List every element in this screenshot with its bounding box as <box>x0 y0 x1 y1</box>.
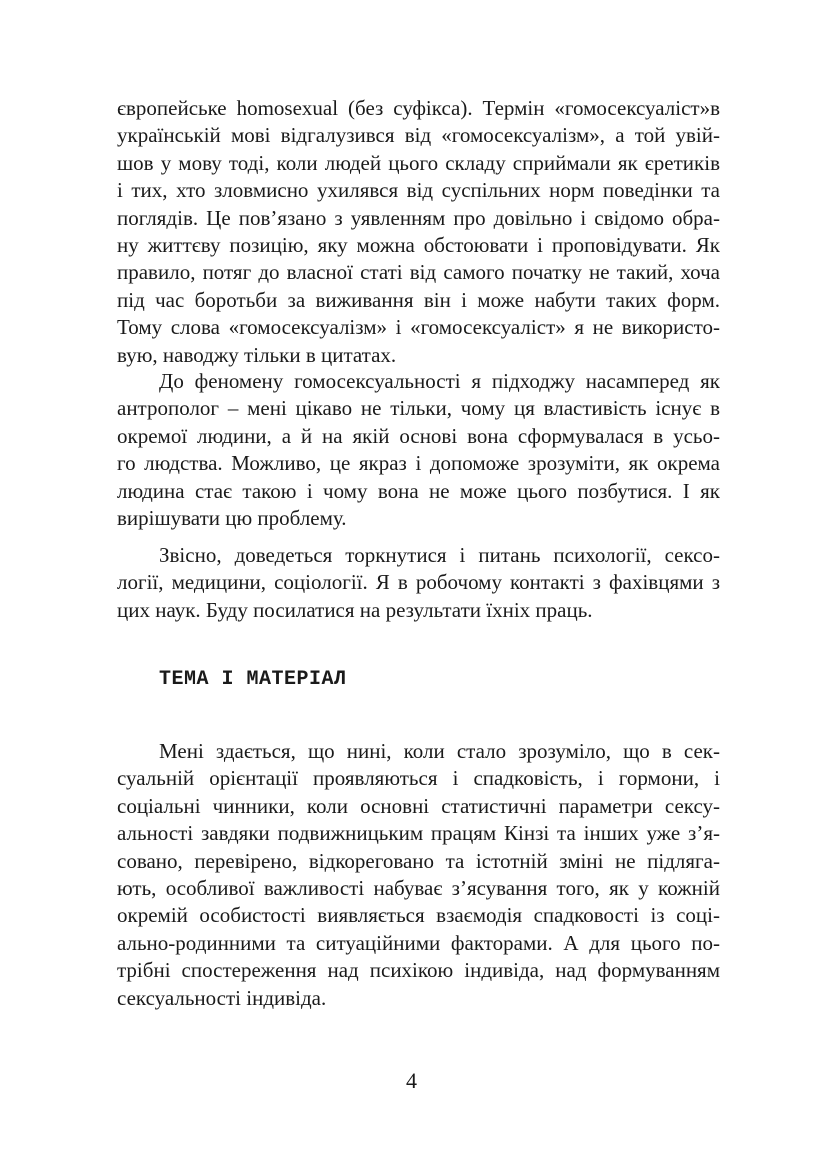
text-line: окремій особистості виявляється взаємодія спадковості із соці- <box>117 903 720 928</box>
section-heading: ТЕМА І МАТЕРІАЛ <box>159 668 347 691</box>
text-line: совано, перевірено, відкореговано та істотній зміні не підляга- <box>117 848 720 873</box>
text-line: ну життєву позицію, яку можна обстоювати і проповідувати. Як <box>117 233 720 258</box>
paragraph-anthropology <box>117 368 720 532</box>
text-line: альності завдяки подвижницьким працям Кінзі та інших уже з’я- <box>117 821 720 846</box>
text-line: шов у мову тоді, коли людей цього складу сприймали як єретиків <box>117 150 720 175</box>
text-line: До феномену гомосексуальності я підходжу насамперед як <box>159 369 720 393</box>
text-line: го людства. Можливо, це якраз і допоможе зрозуміти, як окрема <box>117 451 720 476</box>
paragraph-section-body <box>117 738 720 1012</box>
text-line: українській мові відгалузився від «гомосексуалізм», а той увій- <box>117 123 720 148</box>
text-line: людина стає такою і чому вона не може цього позбутися. І як <box>117 478 720 503</box>
text-line: європейське homosexual (без суфікса). Термін «гомосексуаліст»в <box>117 96 720 120</box>
text-line: правило, потяг до власної статі від самого початку не такий, хоча <box>117 260 720 285</box>
page-number: 4 <box>406 1068 417 1093</box>
text-line: вирішувати цю проблему. <box>117 506 347 531</box>
text-line: соціальні чинники, коли основні статистичні параметри сексу- <box>117 793 720 818</box>
text-line: і тих, хто зловмисно ухилявся від суспільних норм поведінки та <box>117 178 720 203</box>
text-line: суальній орієнтації проявляються і спадковість, і гормони, і <box>117 766 720 791</box>
text-line: ально-родинними та ситуаційними факторами. А для цього по- <box>117 930 720 955</box>
text-line: Звісно, доведеться торкнутися і питань психології, сексо- <box>159 543 720 567</box>
text-line: антрополог – мені цікаво не тільки, чому ця властивість існує в <box>117 396 720 421</box>
text-line: вую, наводжу тільки в цитатах. <box>117 342 397 367</box>
text-line: трібні спостереження над психікою індивіда, над формуванням <box>117 958 720 983</box>
paragraph-disciplines <box>117 542 720 624</box>
text-line: під час боротьби за виживання він і може набути таких форм. <box>117 287 720 312</box>
paragraph-intro <box>117 95 720 369</box>
text-line: Тому слова «гомосексуалізм» і «гомосексуаліст» я не використо- <box>117 315 720 340</box>
text-line: поглядів. Це пов’язано з уявленням про довільно і свідомо обра- <box>117 205 720 230</box>
text-line: логії, медицини, соціології. Я в робочому контакті з фахівцями з <box>117 570 720 595</box>
text-line: окремої людини, а й на якій основі вона сформувалася в усьо- <box>117 423 720 448</box>
text-line: сексуальності індивіда. <box>117 985 327 1010</box>
text-line: ють, особливої важливості набуває з’ясування того, як у кожній <box>117 876 720 901</box>
text-line: цих наук. Буду посилатися на результати їхніх праць. <box>117 597 593 622</box>
text-line: Мені здається, що нині, коли стало зрозуміло, що в сек- <box>159 739 720 763</box>
